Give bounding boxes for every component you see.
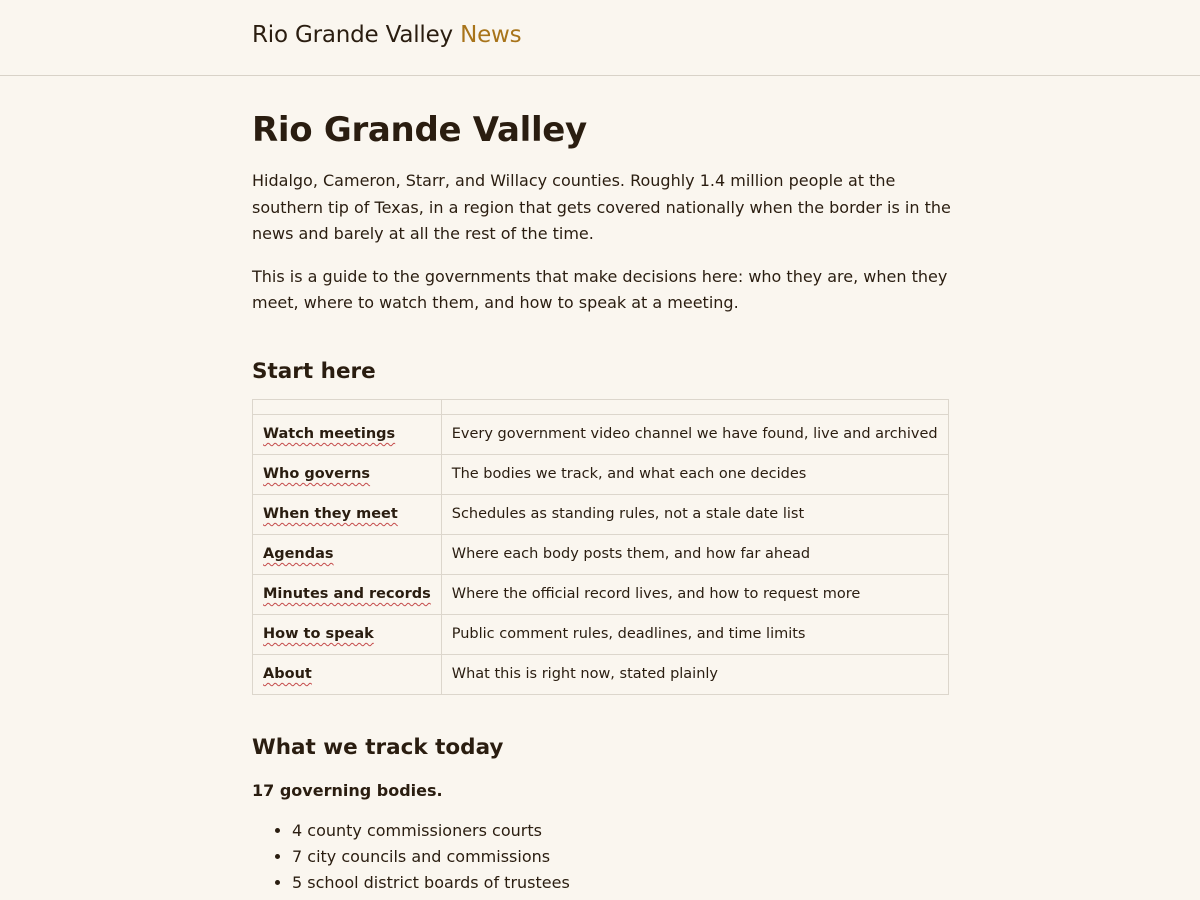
- table-cell-link: [253, 654, 442, 694]
- table-cell-description: Where the official record lives, and how to request more: [441, 574, 948, 614]
- site-title-accent: News: [460, 22, 522, 48]
- table-cell-link: [253, 414, 442, 454]
- table-cell-description: The bodies we track, and what each one decides: [441, 454, 948, 494]
- table-cell-link: [253, 614, 442, 654]
- list-item: • 5 school district boards of trustees: [292, 870, 952, 896]
- tracking-heading: What we track today: [252, 734, 504, 760]
- table-row: [253, 534, 949, 574]
- table-cell-link: [253, 454, 442, 494]
- list-item: • 7 city councils and commissions: [292, 844, 952, 870]
- table-row: [253, 654, 949, 694]
- start-here-table: [252, 399, 949, 695]
- table-header: [253, 399, 949, 414]
- how-to-speak-link[interactable]: How to speak: [263, 626, 374, 642]
- agendas-link[interactable]: Agendas: [263, 546, 334, 562]
- table-row: [253, 414, 949, 454]
- table-cell-description: Public comment rules, deadlines, and time limits: [441, 614, 948, 654]
- table-cell-link: [253, 574, 442, 614]
- page-title: Rio Grande Valley: [252, 110, 587, 150]
- intro-paragraph: Hidalgo, Cameron, Starr, and Willacy counties. Roughly 1.4 million people at the southern tip of Texas, in a region that gets covered nationally when the border is in the news and barely at all the rest of the time.: [252, 171, 951, 243]
- table-row: [253, 494, 949, 534]
- table-header-cell: [441, 399, 948, 414]
- table-cell-description: Where each body posts them, and how far ahead: [441, 534, 948, 574]
- table-cell-link: [253, 534, 442, 574]
- table-row: [253, 454, 949, 494]
- table-cell-description: What this is right now, stated plainly: [441, 654, 948, 694]
- table-cell-description: Schedules as standing rules, not a stale date list: [441, 494, 948, 534]
- when-they-meet-link[interactable]: When they meet: [263, 506, 398, 522]
- who-governs-link[interactable]: Who governs: [263, 466, 371, 482]
- about-link[interactable]: About: [263, 666, 312, 682]
- intro-paragraph: This is a guide to the governments that make decisions here: who they are, when they meet, where to watch them, and how to speak at a meeting.: [252, 266, 948, 312]
- table-header-cell: [253, 399, 442, 414]
- tracked-bodies-list: [252, 818, 952, 896]
- minutes-and-records-link[interactable]: Minutes and records: [263, 586, 431, 602]
- tracking-summary: 17 governing bodies.: [252, 780, 443, 800]
- start-here-heading: Start here: [252, 358, 376, 384]
- table-header-row: [253, 399, 949, 414]
- site-title[interactable]: [252, 22, 521, 48]
- table-row: [253, 574, 949, 614]
- table-row: [253, 614, 949, 654]
- table-cell-description: Every government video channel we have found, live and archived: [441, 414, 948, 454]
- site-header: [0, 0, 1200, 76]
- list-item: • 4 county commissioners courts: [292, 818, 952, 844]
- table-cell-link: [253, 494, 442, 534]
- site-title-name: Rio Grande Valley: [252, 22, 453, 48]
- watch-meetings-link[interactable]: Watch meetings: [263, 426, 396, 442]
- main-content: [252, 100, 952, 896]
